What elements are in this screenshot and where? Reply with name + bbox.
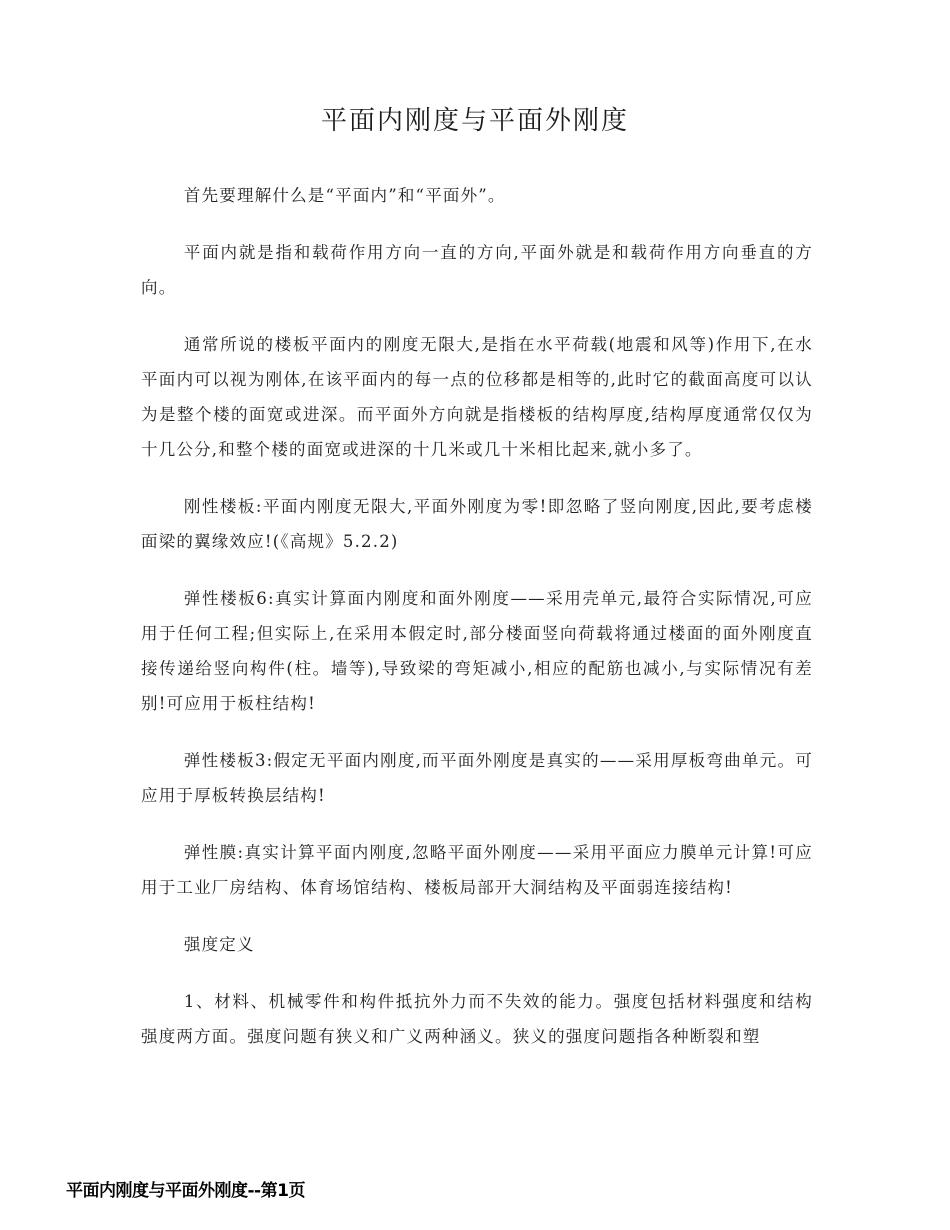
document-title: 平面内刚度与平面外刚度 — [320, 106, 629, 136]
paragraph-elastic-floor-3: 弹性楼板3:假定无平面内刚度,而平面外刚度是真实的——采用厚板弯曲单元。可应用于厚板转换层结构! — [141, 751, 813, 805]
document-body — [141, 178, 813, 1076]
paragraph-rigid-floor: 刚性楼板:平面内刚度无限大,平面外刚度为零!即忽略了竖向刚度,因此,要考虑楼面梁的翼缘效应!(《高规》5.2.2) — [141, 497, 813, 551]
paragraph-intro: 首先要理解什么是“平面内”和“平面外”。 — [183, 186, 506, 205]
paragraph-definition: 平面内就是指和载荷作用方向一直的方向,平面外就是和载荷作用方向垂直的方向。 — [141, 243, 813, 297]
paragraph-strength-heading: 强度定义 — [183, 935, 255, 954]
paragraph-strength-definition: 1、材料、机械零件和构件抵抗外力而不失效的能力。强度包括材料强度和结构强度两方面。强度问题有狭义和广义两种涵义。狭义的强度问题指各种断裂和塑 — [141, 992, 813, 1046]
paragraph-floor-stiffness: 通常所说的楼板平面内的刚度无限大,是指在水平荷载(地震和风等)作用下,在水平面内可以视为刚体,在该平面内的每一点的位移都是相等的,此时它的截面高度可以认为是整个楼的面宽或进深。而平面外方向就是指楼板的结构厚度,结构厚度通常仅仅为十几公分,和整个楼的面宽或进深的十几米或几十米相比起来,就小多了。 — [141, 335, 813, 459]
page-footer: 平面内刚度与平面外刚度--第1页 — [66, 1181, 305, 1201]
paragraph-elastic-membrane: 弹性膜:真实计算平面内刚度,忽略平面外刚度——采用平面应力膜单元计算!可应用于工业厂房结构、体育场馆结构、楼板局部开大洞结构及平面弱连接结构! — [141, 843, 813, 897]
paragraph-elastic-floor-6: 弹性楼板6:真实计算面内刚度和面外刚度——采用壳单元,最符合实际情况,可应用于任何工程;但实际上,在采用本假定时,部分楼面竖向荷载将通过楼面的面外刚度直接传递给竖向构件(柱。墙等),导致梁的弯矩减小,相应的配筋也减小,与实际情况有差别!可应用于板柱结构! — [141, 589, 813, 713]
